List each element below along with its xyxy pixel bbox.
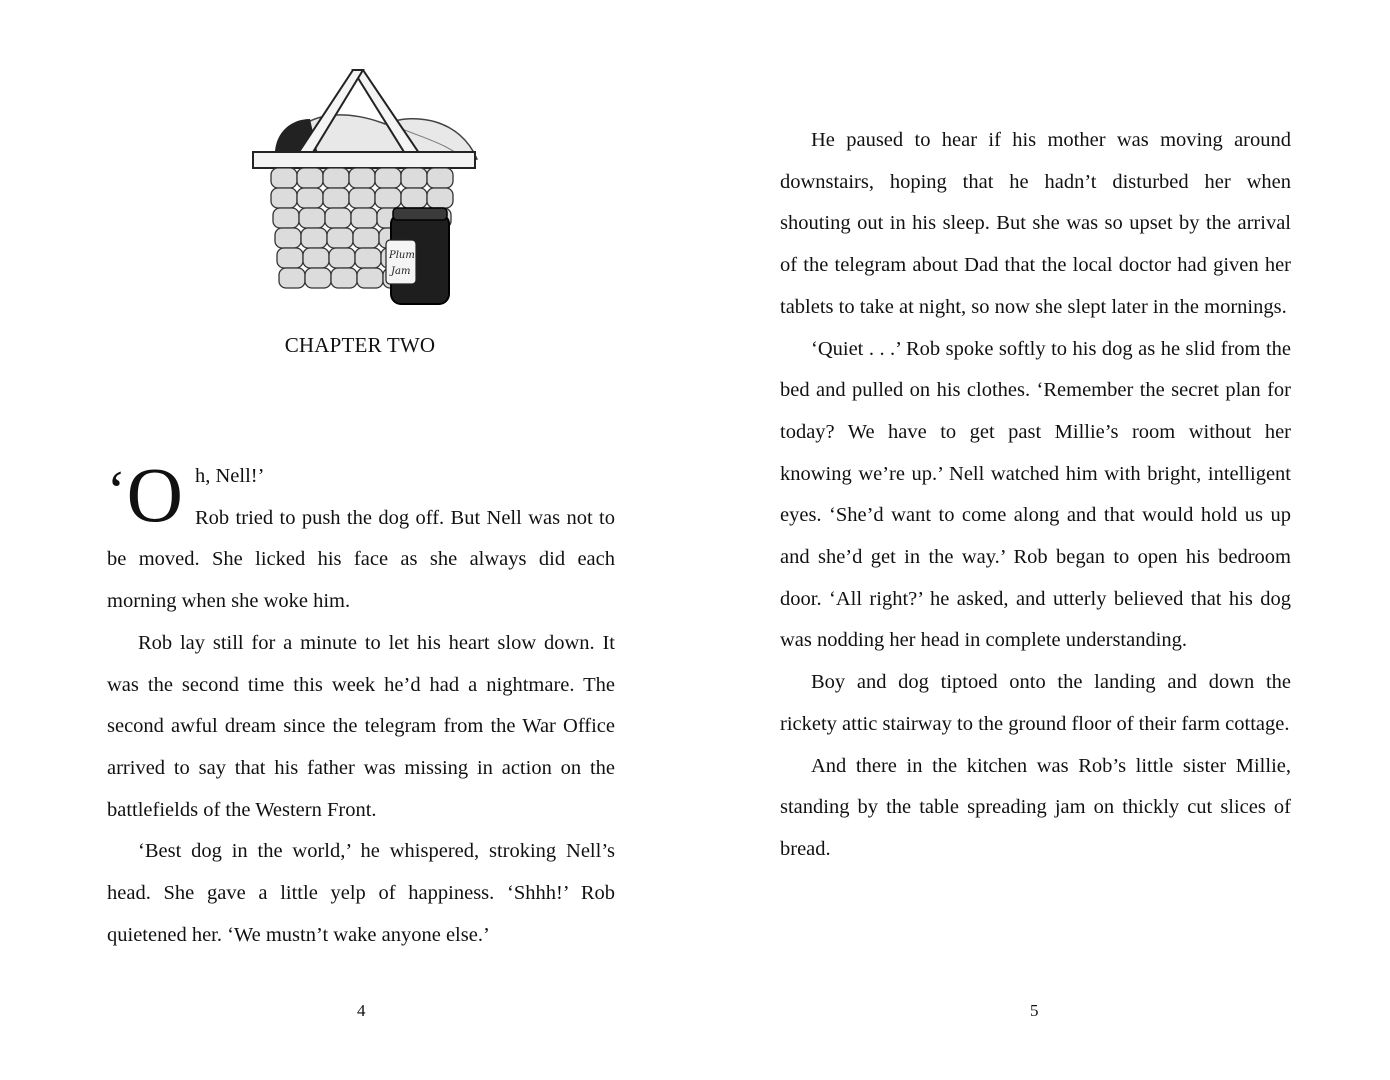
opening-first-line: h, Nell!’ <box>195 465 265 487</box>
picnic-basket-illustration <box>245 64 485 310</box>
right-page <box>695 0 1390 1080</box>
left-body-text <box>107 451 615 956</box>
paragraph: ‘Quiet . . .’ Rob spoke softly to his dog as he slid from the bed and pulled on his clothes. ‘Remember the secret plan for today? We have to get past Millie’s room without her knowing we’re up.’ Nell watched him with bright, intelligent eyes. ‘She’d want to come along and that would hold us up and she’d get in the way.’ Rob began to open his bedroom door. ‘All right?’ he asked, and utterly believed that his dog was nodding her head in complete understanding. <box>780 337 1291 652</box>
svg-text:Plum: Plum <box>389 250 415 261</box>
paragraph: Boy and dog tiptoed onto the landing and down the rickety attic stairway to the ground floor of their farm cottage. <box>780 671 1291 735</box>
opening-rest: Rob tried to push the dog off. But Nell was not to be moved. She licked his face as she always did each morning when she woke him. <box>107 506 615 613</box>
chapter-title: CHAPTER TWO <box>284 333 436 357</box>
right-body-text <box>780 120 1291 871</box>
paragraph: He paused to hear if his mother was moving around downstairs, hoping that he hadn’t disturbed her when shouting out in his sleep. But she was so upset by the arrival of the telegram about Dad that the local doctor had given her tablets to take at night, so now she slept later in the mornings. <box>780 129 1291 318</box>
paragraph: And there in the kitchen was Rob’s little sister Millie, standing by the table spreading jam on thickly cut slices of bread. <box>780 754 1291 860</box>
opening-paragraph <box>107 451 615 623</box>
paragraph: Rob lay still for a minute to let his heart slow down. It was the second time this week he’d had a nightmare. The second awful dream since the telegram from the War Office arrived to say that his father was missing in action on the battlefields of the Western Front. <box>107 631 615 821</box>
drop-cap: ‘O <box>107 451 183 538</box>
page-number: 4 <box>357 1001 366 1020</box>
svg-text:Jam: Jam <box>391 266 411 277</box>
paragraph: ‘Best dog in the world,’ he whispered, stroking Nell’s head. She gave a little yelp of happiness. ‘Shhh!’ Rob quietened her. ‘We mustn’t wake anyone else.’ <box>107 840 615 946</box>
page-number: 5 <box>1030 1001 1039 1020</box>
